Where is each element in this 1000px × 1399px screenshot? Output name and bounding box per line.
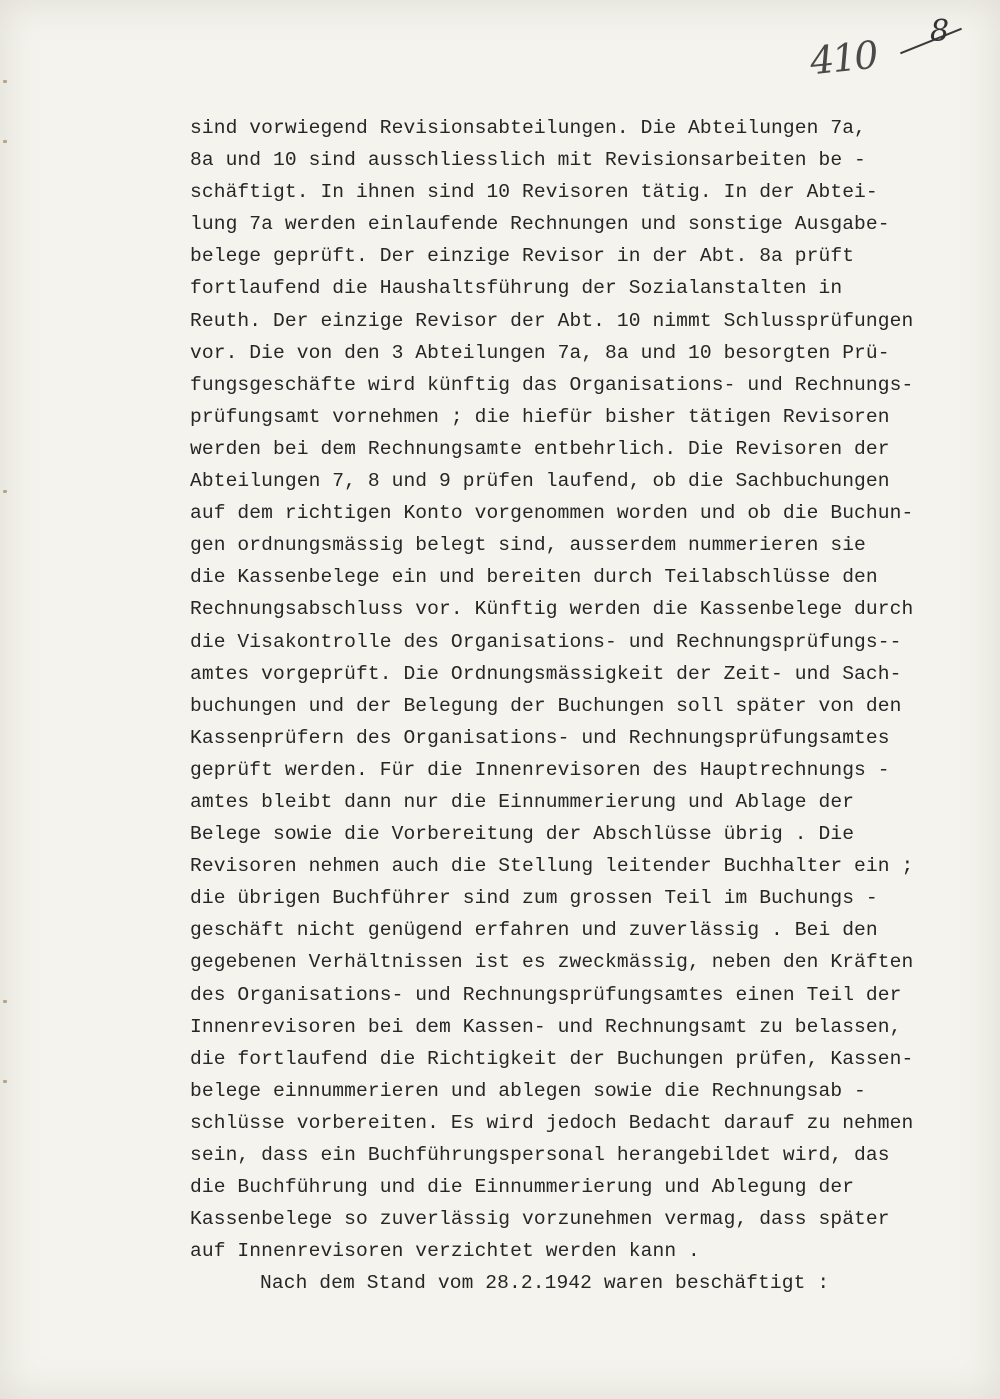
handwritten-folio-number: 410 bbox=[807, 32, 879, 84]
text-line: sind vorwiegend Revisionsabteilungen. Die Abteilungen 7a, bbox=[190, 117, 866, 139]
folio-marks bbox=[790, 14, 990, 94]
text-line: schäftigt. In ihnen sind 10 Revisoren tätig. In der Abtei- bbox=[190, 181, 878, 204]
edge-mark bbox=[3, 140, 7, 143]
text-line: Reuth. Der einzige Revisor der Abt. 10 nimmt Schlussprüfungen bbox=[190, 309, 914, 332]
text-line: prüfungsamt vornehmen ; die hiefür bisher tätigen Revisoren bbox=[190, 405, 890, 428]
edge-mark bbox=[3, 490, 7, 493]
text-line: Belege sowie die Vorbereitung der Abschlüsse übrig . Die bbox=[190, 823, 855, 846]
text-line: Kassenbelege so zuverlässig vorzunehmen vermag, dass später bbox=[190, 1208, 890, 1231]
text-line: 8a und 10 sind ausschliesslich mit Revisionsarbeiten be - bbox=[190, 149, 866, 172]
text-line: geschäft nicht genügend erfahren und zuverlässig . Bei den bbox=[190, 919, 878, 942]
text-line: die Buchführung und die Einnummerierung und Ablegung der bbox=[190, 1176, 855, 1199]
text-line: auf Innenrevisoren verzichtet werden kann . bbox=[190, 1240, 700, 1263]
text-line: sein, dass ein Buchführungspersonal herangebildet wird, das bbox=[190, 1144, 890, 1166]
typed-body-text bbox=[190, 112, 980, 1299]
text-line: belege geprüft. Der einzige Revisor in der Abt. 8a prüft bbox=[190, 245, 855, 268]
text-line: fortlaufend die Haushaltsführung der Sozialanstalten in bbox=[190, 277, 843, 300]
text-line: die Kassenbelege ein und bereiten durch Teilabschlüsse den bbox=[190, 566, 878, 589]
edge-mark bbox=[3, 80, 7, 83]
text-line: Rechnungsabschluss vor. Künftig werden die Kassenbelege durch bbox=[190, 598, 914, 621]
text-line: vor. Die von den 3 Abteilungen 7a, 8a und 10 besorgten Prü- bbox=[190, 341, 890, 364]
text-line: die übrigen Buchführer sind zum grossen Teil im Buchungs - bbox=[190, 887, 878, 910]
text-line: belege einnummerieren und ablegen sowie die Rechnungsab - bbox=[190, 1079, 866, 1102]
text-line: geprüft werden. Für die Innenrevisoren des Hauptrechnungs - bbox=[190, 758, 890, 781]
text-line: lung 7a werden einlaufende Rechnungen und sonstige Ausgabe- bbox=[190, 213, 890, 236]
text-line: die fortlaufend die Richtigkeit der Buchungen prüfen, Kassen- bbox=[190, 1047, 914, 1070]
text-line: amtes bleibt dann nur die Einnummerierung und Ablage der bbox=[190, 790, 855, 813]
text-line: Kassenprüfern des Organisations- und Rechnungsprüfungsamtes bbox=[190, 726, 890, 749]
edge-mark bbox=[3, 1000, 7, 1003]
text-line: Innenrevisoren bei dem Kassen- und Rechnungsamt zu belassen, bbox=[190, 1015, 902, 1038]
page-number: 8 bbox=[930, 14, 950, 49]
text-line: Abteilungen 7, 8 und 9 prüfen laufend, ob die Sachbuchungen bbox=[190, 470, 890, 493]
text-line: des Organisations- und Rechnungsprüfungsamtes einen Teil der bbox=[190, 983, 902, 1006]
text-line: auf dem richtigen Konto vorgenommen worden und ob die Buchun- bbox=[190, 502, 914, 525]
text-line: buchungen und der Belegung der Buchungen soll später von den bbox=[190, 694, 902, 717]
text-line: gen ordnungsmässig belegt sind, ausserdem nummerieren sie bbox=[190, 534, 866, 557]
text-line: amtes vorgeprüft. Die Ordnungsmässigkeit der Zeit- und Sach- bbox=[190, 662, 902, 685]
text-line: Revisoren nehmen auch die Stellung leitender Buchhalter ein ; bbox=[190, 855, 914, 878]
text-line: gegebenen Verhältnissen ist es zweckmässig, neben den Kräften bbox=[190, 951, 914, 974]
text-line: schlüsse vorbereiten. Es wird jedoch Bedacht darauf zu nehmen bbox=[190, 1111, 914, 1134]
text-line: fungsgeschäfte wird künftig das Organisations- und Rechnungs- bbox=[190, 373, 914, 396]
closing-line: Nach dem Stand vom 28.2.1942 waren beschäftigt : bbox=[260, 1272, 830, 1295]
edge-mark bbox=[3, 1080, 7, 1083]
text-line: werden bei dem Rechnungsamte entbehrlich. Die Revisoren der bbox=[190, 437, 890, 460]
text-line: die Visakontrolle des Organisations- und Rechnungsprüfungs-- bbox=[190, 630, 902, 653]
